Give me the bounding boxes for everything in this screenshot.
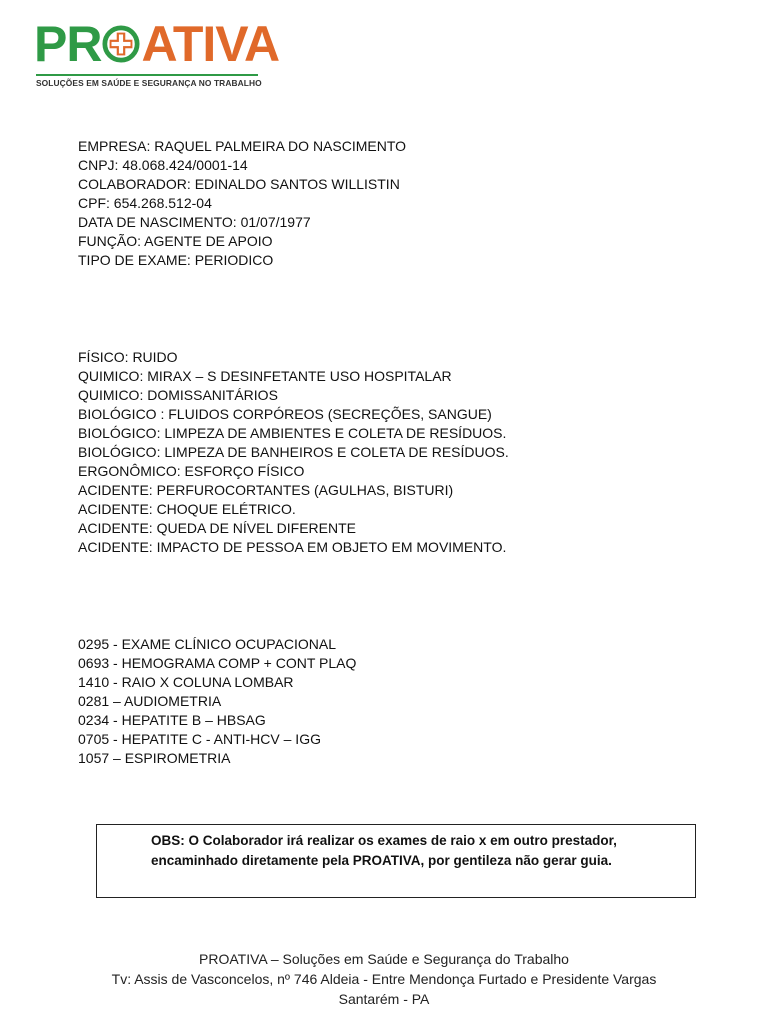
footer-address: Tv: Assis de Vasconcelos, nº 746 Aldeia - Entre Mendonça Furtado e Presidente Vargas (111, 971, 657, 987)
risk-item: ACIDENTE: IMPACTO DE PESSOA EM OBJETO EM MOVIMENTO. (78, 539, 507, 555)
info-line: DATA DE NASCIMENTO: 01/07/1977 (78, 214, 311, 230)
exam-item: 1057 – ESPIROMETRIA (78, 750, 231, 766)
cross-circle-icon (102, 25, 140, 63)
exam-item: 1410 - RAIO X COLUNA LOMBAR (78, 674, 294, 690)
risk-item: FÍSICO: RUIDO (78, 349, 178, 365)
risk-list (78, 348, 509, 557)
info-line: TIPO DE EXAME: PERIODICO (78, 252, 274, 268)
footer (0, 949, 768, 1009)
observation-line: encaminhado diretamente pela PROATIVA, por gentileza não gerar guia. (151, 853, 612, 868)
info-line: EMPRESA: RAQUEL PALMEIRA DO NASCIMENTO (78, 138, 407, 154)
logo-brand-end: ATIVA (141, 16, 280, 72)
info-line: CPF: 654.268.512-04 (78, 195, 212, 211)
employee-info (78, 137, 406, 270)
info-line: COLABORADOR: EDINALDO SANTOS WILLISTIN (78, 176, 400, 192)
company-logo (34, 16, 280, 90)
logo-wordmark (34, 16, 279, 72)
risk-item: ACIDENTE: PERFUROCORTANTES (AGULHAS, BISTURI) (78, 482, 454, 498)
exam-item: 0234 - HEPATITE B – HBSAG (78, 712, 266, 728)
risk-item: BIOLÓGICO : FLUIDOS CORPÓREOS (SECREÇÕES, SANGUE) (78, 406, 492, 422)
observation-box (96, 824, 696, 898)
footer-city: Santarém - PA (338, 991, 430, 1007)
observation-line: OBS: O Colaborador irá realizar os exames de raio x em outro prestador, (151, 833, 617, 848)
info-line: FUNÇÃO: AGENTE DE APOIO (78, 233, 273, 249)
logo-brand-start: PR (34, 16, 102, 72)
risk-item: BIOLÓGICO: LIMPEZA DE AMBIENTES E COLETA DE RESÍDUOS. (78, 425, 507, 441)
risk-item: BIOLÓGICO: LIMPEZA DE BANHEIROS E COLETA DE RESÍDUOS. (78, 444, 509, 460)
logo-divider (36, 74, 258, 76)
exam-list (78, 635, 356, 768)
risk-item: ERGONÔMICO: ESFORÇO FÍSICO (78, 463, 305, 479)
risk-item: ACIDENTE: CHOQUE ELÉTRICO. (78, 501, 296, 517)
exam-item: 0281 – AUDIOMETRIA (78, 693, 222, 709)
exam-item: 0295 - EXAME CLÍNICO OCUPACIONAL (78, 636, 337, 652)
risk-item: QUIMICO: DOMISSANITÁRIOS (78, 387, 278, 403)
exam-item: 0705 - HEPATITE C - ANTI-HCV – IGG (78, 731, 321, 747)
info-line: CNPJ: 48.068.424/0001-14 (78, 157, 248, 173)
exam-item: 0693 - HEMOGRAMA COMP + CONT PLAQ (78, 655, 357, 671)
logo-tagline: SOLUÇÕES EM SAÚDE E SEGURANÇA NO TRABALHO (36, 78, 262, 88)
footer-company: PROATIVA – Soluções em Saúde e Segurança do Trabalho (199, 951, 569, 967)
observation-text (151, 831, 671, 871)
risk-item: ACIDENTE: QUEDA DE NÍVEL DIFERENTE (78, 520, 356, 536)
risk-item: QUIMICO: MIRAX – S DESINFETANTE USO HOSPITALAR (78, 368, 452, 384)
